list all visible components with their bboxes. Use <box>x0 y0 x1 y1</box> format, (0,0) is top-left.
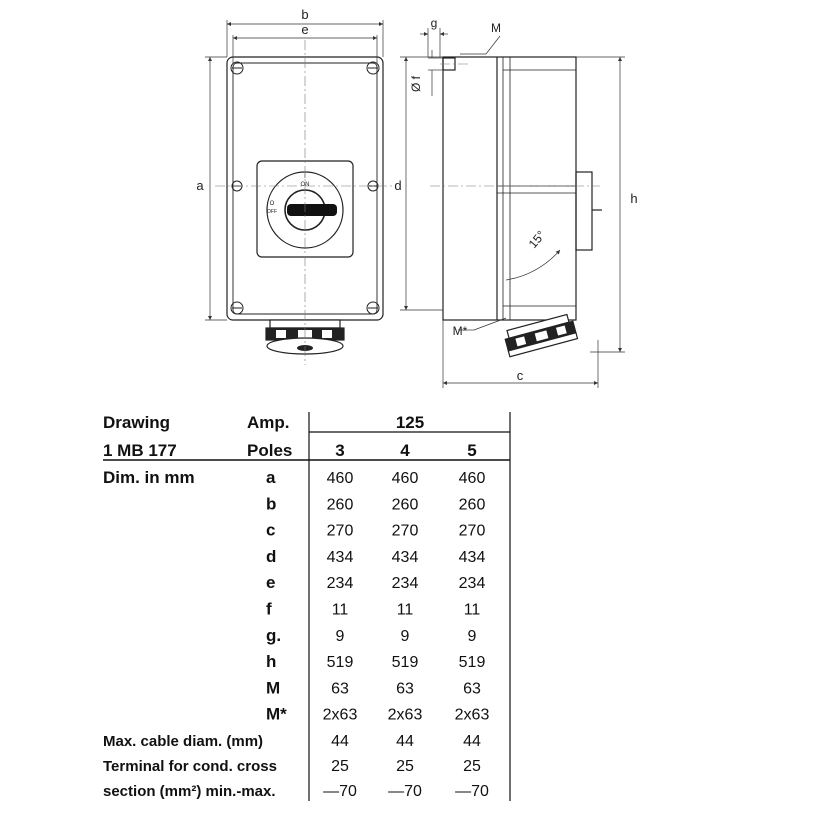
dimension-value: 460 <box>326 470 354 487</box>
dimension-value: 234 <box>458 575 486 593</box>
table-row <box>266 468 485 487</box>
dimension-value: 519 <box>326 654 354 672</box>
switch-off-label: OFF <box>267 209 277 215</box>
footer-value: 25 <box>463 758 481 775</box>
amp-label: Amp. <box>247 413 290 432</box>
dimension-value: 519 <box>458 654 486 672</box>
dimension-key: c <box>266 520 276 540</box>
poles-4: 4 <box>400 441 410 460</box>
dimension-value: 9 <box>467 627 477 645</box>
footer-value: 25 <box>331 758 349 775</box>
dimension-key: M <box>266 678 281 698</box>
front-centre-lines <box>215 40 395 365</box>
dim-label-a: a <box>196 178 204 193</box>
dimension-key: g. <box>266 625 282 645</box>
dimension-value: 519 <box>391 654 419 672</box>
footer-value: 44 <box>396 733 414 750</box>
switch-on-mark: I <box>304 174 306 180</box>
switch-off-mark: O <box>269 201 275 207</box>
footer-label: Max. cable diam. (mm) <box>103 733 264 750</box>
footer-row <box>103 733 481 750</box>
dim-label-m: M <box>491 21 501 35</box>
dimension-value: 234 <box>391 575 419 593</box>
spec-table <box>0 404 820 814</box>
dim-label-c: c <box>516 368 524 383</box>
dimension-value: 11 <box>463 601 481 619</box>
dim-label-b: b <box>301 7 309 22</box>
switch-on-label: ON <box>300 182 310 188</box>
footer-value: —70 <box>323 783 357 800</box>
dimension-value: 434 <box>391 548 419 566</box>
table-row <box>266 521 485 540</box>
dimension-value: 270 <box>391 522 419 540</box>
table-row <box>266 600 480 619</box>
dim-label-d: d <box>394 178 402 193</box>
table-row <box>266 494 485 513</box>
poles-3: 3 <box>335 441 345 460</box>
dimension-value: 2x63 <box>387 706 423 724</box>
dimension-value: 260 <box>458 496 486 514</box>
dimension-key: f <box>266 599 272 619</box>
dimension-value: 270 <box>458 522 486 540</box>
dimension-key: M* <box>266 704 287 724</box>
dimension-value: 63 <box>396 680 414 698</box>
dimension-value: 2x63 <box>322 706 358 724</box>
footer-value: —70 <box>388 783 422 800</box>
table-header <box>103 413 477 487</box>
footer-value: 25 <box>396 758 414 775</box>
dimension-key: b <box>266 494 277 514</box>
drawing-label: Drawing <box>103 413 171 432</box>
footer-value: —70 <box>455 783 489 800</box>
dim-label-h: h <box>630 191 638 206</box>
dimension-value: 63 <box>331 680 349 698</box>
dim-label-g: g <box>430 16 438 30</box>
footer-row <box>103 758 481 775</box>
dimension-value: 434 <box>326 548 354 566</box>
footer-value: 44 <box>331 733 349 750</box>
footer-value: 44 <box>463 733 481 750</box>
table-row <box>266 573 485 592</box>
side-centre-lines <box>430 64 600 186</box>
side-body <box>443 57 576 320</box>
drawing-number: 1 MB 177 <box>103 441 177 460</box>
dimension-value: 2x63 <box>454 706 490 724</box>
dimension-value: 9 <box>400 627 410 645</box>
side-view <box>443 57 602 357</box>
footer-row <box>103 783 489 800</box>
table-row <box>266 626 477 645</box>
dim-in-mm-label: Dim. in mm <box>103 468 195 487</box>
poles-5: 5 <box>467 441 477 460</box>
technical-drawing <box>0 0 820 400</box>
dimension-value: 63 <box>463 680 481 698</box>
table-row <box>266 678 481 697</box>
dimension-value: 270 <box>326 522 354 540</box>
dimension-value: 460 <box>391 470 419 487</box>
dim-label-f: Ø f <box>409 75 423 93</box>
dim-label-e: e <box>301 22 309 37</box>
amp-value: 125 <box>395 413 425 432</box>
footer-label: Terminal for cond. cross <box>103 758 277 775</box>
dimension-value: 434 <box>458 548 486 566</box>
table-row <box>266 705 489 724</box>
poles-label: Poles <box>247 441 293 460</box>
dim-label-m-star: M* <box>452 324 468 338</box>
dimension-value: 11 <box>396 601 414 619</box>
dimension-key: d <box>266 546 277 566</box>
dimension-value: 460 <box>458 470 486 487</box>
side-switch <box>576 172 592 250</box>
dim-label-angle: 15° <box>525 227 549 251</box>
dimension-key: e <box>266 573 276 593</box>
dimension-value: 260 <box>391 496 419 514</box>
table-row <box>266 547 485 566</box>
dimension-key: a <box>266 468 276 487</box>
dimension-value: 260 <box>326 496 354 514</box>
dimension-value: 234 <box>326 575 354 593</box>
switch-handle <box>287 204 337 216</box>
table-row <box>266 652 485 671</box>
footer-label: section (mm²) min.-max. <box>103 783 276 800</box>
table-body <box>103 468 489 800</box>
dimension-value: 11 <box>331 601 349 619</box>
dimension-value: 9 <box>335 627 345 645</box>
dimension-key: h <box>266 652 277 672</box>
